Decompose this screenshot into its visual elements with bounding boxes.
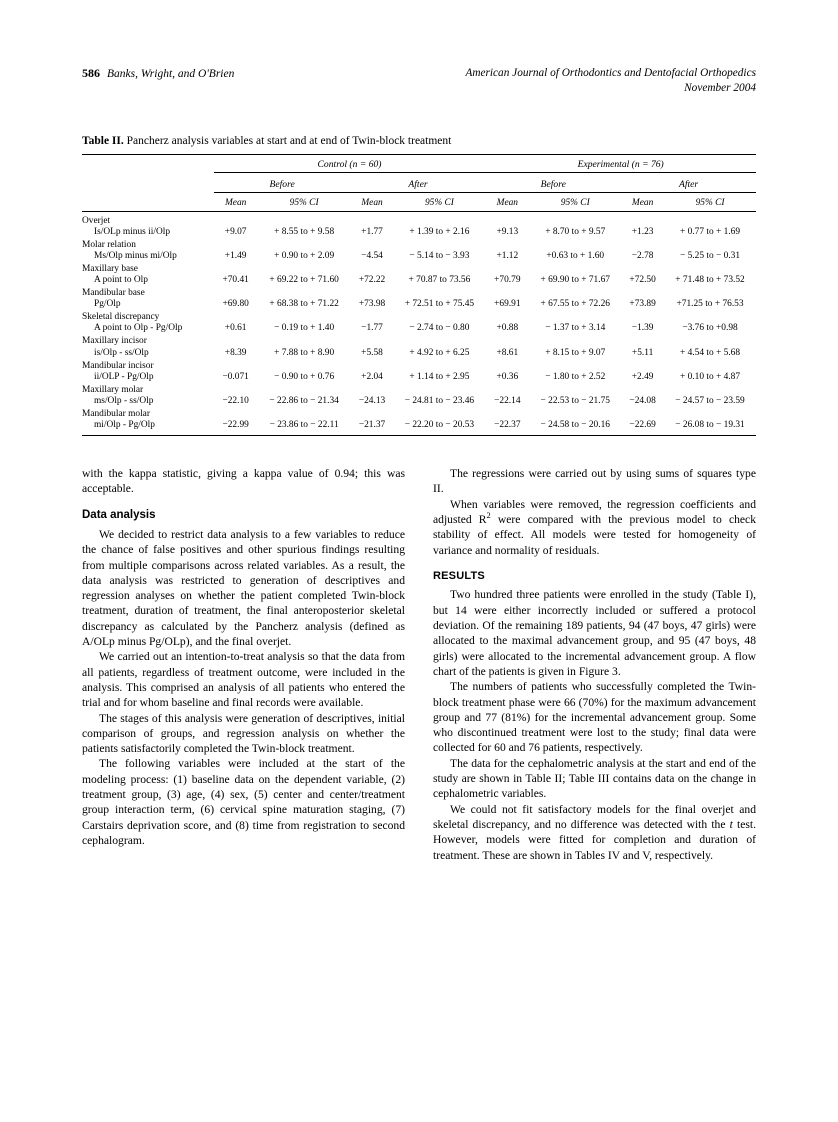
running-head	[82, 66, 756, 97]
table-number: Table II.	[82, 134, 124, 147]
cell-value: −24.08	[629, 395, 656, 406]
cell-value: + 0.10 to + 4.87	[679, 371, 741, 382]
cell-value: +0.36	[496, 371, 519, 382]
paragraph: The numbers of patients who successfully completed the Twin-block treatment phase were 66 (70%) for the maximum advancement group and 77 (81%) for the incremental advancement group. Some who discontinued treatment were lost to the study; final data were collected for 60 and 76 patients, respectively.	[433, 680, 756, 755]
superscript: 2	[486, 511, 491, 521]
table-row	[82, 211, 756, 239]
cell-value: +5.11	[631, 347, 654, 358]
cell-value: + 69.90 to + 71.67	[540, 274, 610, 285]
cell-value: −22.69	[621, 408, 664, 436]
journal-title: American Journal of Orthodontics and Dentofacial Orthopedics	[465, 67, 756, 79]
cell-value: −1.77	[361, 323, 383, 334]
cell-value: − 24.57 to − 23.59	[675, 395, 745, 406]
time-header-control-after: After	[351, 176, 486, 195]
cell-value: − 1.80 to + 2.52	[545, 371, 606, 382]
time-header-experimental-after: After	[621, 176, 756, 195]
paragraph-text-a: We could not fit satisfactory models for the final overjet and skeletal discrepancy, and no difference was detected with the	[433, 802, 756, 831]
row-variable-label: Skeletal discrepancy A point to Olp - Pg/Olp	[82, 312, 183, 334]
cell-value: −22.37	[485, 408, 529, 436]
cell-value: +9.13	[496, 226, 519, 237]
cell-value: − 0.19 to + 1.40	[274, 323, 335, 334]
cell-value: − 24.81 to − 23.46	[404, 395, 475, 406]
col-header-mean-4: Mean	[621, 195, 664, 212]
cell-value: −21.37	[351, 408, 394, 436]
running-head-left	[82, 66, 234, 81]
table-caption	[82, 135, 756, 147]
section-heading-results: RESULTS	[433, 569, 485, 582]
cell-value: + 1.14 to + 2.95	[409, 371, 470, 382]
cell-value: + 72.51 to + 75.45	[404, 299, 475, 310]
cell-value: + 4.54 to + 5.68	[679, 347, 741, 358]
cell-value: + 8.70 to + 9.57	[545, 226, 606, 237]
cell-value: − 0.90 to + 0.76	[274, 371, 335, 382]
cell-value: + 0.90 to + 2.09	[274, 250, 335, 261]
paragraph: The data for the cephalometric analysis at the start and end of the study are shown in Table II; Table III contains data on the change in cephalometric variables.	[433, 756, 756, 801]
cell-value: + 69.22 to + 71.60	[269, 274, 339, 285]
row-variable-label: Mandibular base Pg/Olp	[82, 288, 145, 310]
table-row	[82, 384, 756, 408]
paragraph: We carried out an intention-to-treat analysis so that the data from all patients, regardless of treatment outcome, were included in the analysis. This comprised an analysis of all patients who entered the trial and for whom baseline and final records were available.	[82, 650, 405, 710]
table-row	[82, 263, 756, 287]
pancherz-analysis-table	[82, 154, 756, 437]
cell-value: +0.61	[224, 323, 247, 334]
cell-value: +70.79	[494, 274, 521, 285]
cell-value: − 24.58 to − 20.16	[529, 408, 621, 436]
cell-value: +72.22	[358, 274, 386, 285]
cell-value: +1.49	[224, 250, 247, 261]
cell-value: − 5.14 to − 3.93	[409, 250, 470, 261]
cell-value: −0.071	[222, 371, 249, 382]
cell-value: − 26.08 to − 19.31	[664, 408, 756, 436]
paragraph-text-b: test. However, models were fitted for completion and duration of treatment. These are shown in Tables IV and V, respectively.	[433, 817, 756, 862]
group-header-control: Control (n = 60)	[214, 154, 486, 176]
cell-value: +69.80	[222, 299, 249, 310]
cell-value: +9.07	[224, 226, 247, 237]
cell-value: − 22.20 to − 20.53	[393, 408, 485, 436]
cell-value: +5.58	[361, 347, 383, 358]
time-header-experimental-before: Before	[485, 176, 621, 195]
cell-value: + 8.15 to + 9.07	[545, 347, 606, 358]
issue-date: November 2004	[684, 82, 756, 95]
table-row	[82, 239, 756, 263]
cell-value: −2.78	[631, 250, 654, 261]
cell-value: +1.77	[361, 226, 383, 237]
table-block	[82, 135, 756, 437]
cell-value: + 68.38 to + 71.22	[269, 299, 339, 310]
page-number: 586	[82, 66, 100, 80]
paragraph: with the kappa statistic, giving a kappa value of 0.94; this was acceptable.	[82, 467, 405, 496]
cell-value: + 70.87 to 73.56	[408, 274, 471, 285]
cell-value: +72.50	[629, 274, 656, 285]
cell-value: +2.49	[631, 371, 654, 382]
col-header-ci-4: 95% CI	[664, 195, 756, 212]
body-columns	[82, 466, 756, 863]
cell-value: +1.23	[631, 226, 654, 237]
table-row	[82, 287, 756, 311]
table-body	[82, 211, 756, 436]
time-header-control-before: Before	[214, 176, 351, 195]
cell-value: −24.13	[358, 395, 386, 406]
row-variable-label: Mandibular incisor ii/OLP - Pg/Olp	[82, 360, 154, 382]
col-header-mean-1: Mean	[214, 195, 258, 212]
row-variable-label: Molar relation Ms/Olp minus mi/Olp	[82, 239, 177, 261]
cell-value: − 23.86 to − 22.11	[258, 408, 351, 436]
column-right	[433, 466, 756, 863]
cell-value: +1.12	[496, 250, 519, 261]
table-row	[82, 360, 756, 384]
paragraph	[433, 497, 756, 558]
cell-value: −22.10	[222, 395, 249, 406]
row-variable-label: Maxillary molar ms/Olp - ss/Olp	[82, 384, 154, 406]
column-left	[82, 466, 405, 863]
cell-value: − 2.74 to − 0.80	[409, 323, 470, 334]
cell-value: + 7.88 to + 8.90	[274, 347, 335, 358]
paragraph: The regressions were carried out by using sums of squares type II.	[433, 467, 756, 496]
cell-value: − 1.37 to + 3.14	[545, 323, 606, 334]
row-variable-label: Overjet Is/OLp minus ii/Olp	[82, 215, 171, 237]
cell-value: +73.98	[358, 299, 386, 310]
section-heading-data-analysis: Data analysis	[82, 508, 156, 521]
cell-value: +71.25 to + 76.53	[676, 299, 744, 310]
col-header-ci-2: 95% CI	[393, 195, 485, 212]
paragraph: We decided to restrict data analysis to a few variables to reduce the chance of false positives and other spurious findings resulting from multiple comparisons across related variables. As a result, the data analysis was restricted to generation of descriptives and regression analyses on whether the patient completed Twin-block treatment, duration of treatment, the final anteroposterior skeletal discrepancy as calculated by the Pancherz analysis (defined as A/OLp minus Pg/OLp), and the final overjet.	[82, 527, 405, 649]
cell-value: + 1.39 to + 2.16	[409, 226, 470, 237]
paragraph-text-b: were compared with the previous model to check stability of effect. All models were tested for homogeneity of variance and normality of residuals.	[433, 513, 756, 557]
running-head-right	[465, 66, 756, 97]
cell-value: − 22.86 to − 21.34	[269, 395, 339, 406]
paragraph: The stages of this analysis were generation of descriptives, initial comparison of groups, and regression analysis on whether the patients satisfactorily completed the Twin-block treatment.	[82, 711, 405, 756]
group-header-experimental: Experimental (n = 76)	[485, 154, 756, 176]
cell-value: −4.54	[361, 250, 383, 261]
table-row	[82, 408, 756, 436]
cell-value: −22.14	[494, 395, 521, 406]
cell-value: +70.41	[222, 274, 249, 285]
paragraph: The following variables were included at the start of the modeling process: (1) baseline data on the dependent variable, (2) treatment group, (3) age, (4) sex, (5) center and center/treatment group interaction term, (6) cervical spine maturation staging, (7) Carstairs deprivation score, and (8) time from registration to second cephalogram.	[82, 757, 405, 847]
col-header-ci-1: 95% CI	[258, 195, 351, 212]
cell-value: + 0.77 to + 1.69	[679, 226, 741, 237]
table-caption-text: Pancherz analysis variables at start and at end of Twin-block treatment	[126, 134, 452, 147]
cell-value: − 22.53 to − 21.75	[540, 395, 610, 406]
row-variable-label: Maxillary base A point to Olp	[82, 263, 148, 285]
col-header-ci-3: 95% CI	[529, 195, 621, 212]
row-variable-label: Maxillary incisor is/Olp - ss/Olp	[82, 336, 149, 358]
table-column-header-row	[82, 195, 756, 212]
paragraph: Two hundred three patients were enrolled in the study (Table I), but 14 were either incorrectly included or suffered a protocol deviation. Of the remaining 189 patients, 94 (47 boys, 47 girls) were allocated to the maximal advancement group, and 95 (47 boys, 48 girls) were allocated to the incremental advancement group. A flow chart of the patients is given in Figure 3.	[433, 588, 756, 678]
cell-value: + 4.92 to + 6.25	[409, 347, 470, 358]
cell-value: +69.91	[494, 299, 521, 310]
cell-value: + 8.55 to + 9.58	[274, 226, 335, 237]
paragraph	[433, 802, 756, 863]
col-header-mean-2: Mean	[351, 195, 394, 212]
table-row	[82, 311, 756, 335]
cell-value: +73.89	[629, 299, 656, 310]
paragraph-text-a: When variables were removed, the regression coefficients and adjusted R	[433, 497, 756, 527]
cell-value: +2.04	[361, 371, 383, 382]
cell-value: −3.76 to +0.98	[682, 323, 738, 334]
cell-value: +0.63 to + 1.60	[546, 250, 605, 261]
cell-value: − 5.25 to − 0.31	[679, 250, 741, 261]
cell-value: + 67.55 to + 72.26	[540, 299, 610, 310]
running-head-authors: Banks, Wright, and O'Brien	[107, 68, 235, 80]
cell-value: +8.61	[496, 347, 519, 358]
table-row	[82, 335, 756, 359]
cell-value: −1.39	[631, 323, 654, 334]
cell-value: + 71.48 to + 73.52	[675, 274, 745, 285]
col-header-mean-3: Mean	[485, 195, 529, 212]
italic-term: t	[729, 817, 733, 831]
table-time-header-row	[82, 176, 756, 195]
cell-value: −22.99	[214, 408, 258, 436]
row-variable-label: Mandibular molar mi/Olp - Pg/Olp	[82, 408, 214, 436]
cell-value: +8.39	[224, 347, 247, 358]
cell-value: +0.88	[496, 323, 519, 334]
table-group-header-row	[82, 154, 756, 176]
